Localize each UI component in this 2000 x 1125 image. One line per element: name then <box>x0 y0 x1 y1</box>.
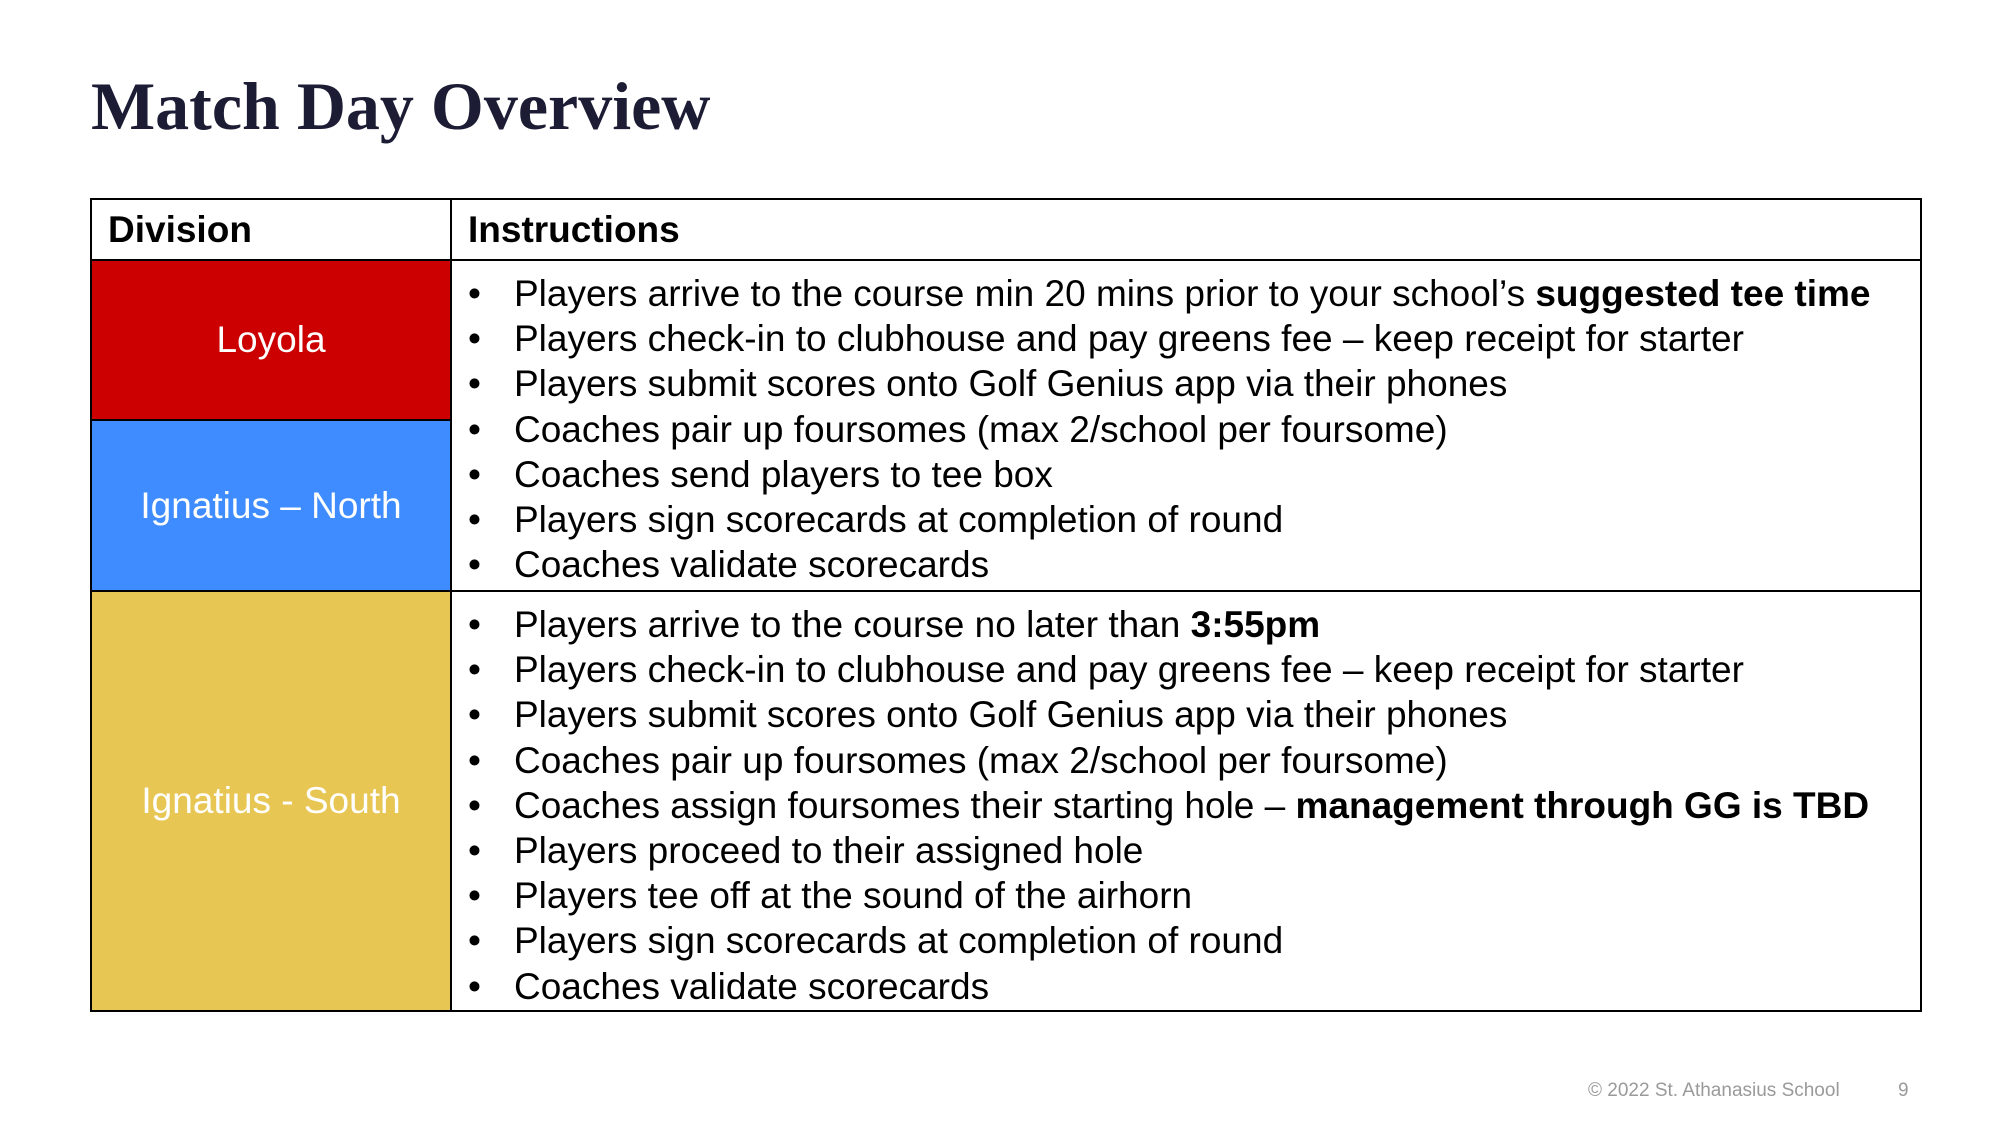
instruction-item <box>468 647 1910 692</box>
instruction-item <box>468 828 1910 873</box>
bullet-icon: • <box>468 784 481 826</box>
footer-copyright: © 2022 St. Athanasius School <box>1588 1080 1840 1101</box>
match-day-table <box>90 198 1922 1012</box>
bullet-icon: • <box>468 363 481 405</box>
instruction-text: Players arrive to the course no later than <box>514 604 1191 645</box>
instruction-emphasis: 3:55pm <box>1190 604 1321 645</box>
page-number: 9 <box>1898 1080 1909 1101</box>
instruction-item <box>468 918 1910 963</box>
instruction-text: Players sign scorecards at completion of round <box>514 920 1284 962</box>
bullet-icon: • <box>468 408 481 450</box>
instruction-text: Coaches pair up foursomes (max 2/school per foursome) <box>514 739 1448 781</box>
instruction-item <box>468 602 1910 647</box>
instruction-list <box>452 261 1920 587</box>
instruction-emphasis: management through GG is TBD <box>1295 784 1870 826</box>
bullet-icon: • <box>468 875 481 917</box>
instruction-list <box>452 592 1920 1009</box>
division-loyola: Loyola <box>91 260 451 420</box>
bullet-icon: • <box>468 604 481 645</box>
bullet-icon: • <box>468 694 481 736</box>
bullet-icon: • <box>468 739 481 781</box>
division-ignatius-south: Ignatius - South <box>91 591 451 1011</box>
table-header-row <box>91 199 1921 260</box>
header-division: Division <box>91 199 451 260</box>
instruction-text: Players sign scorecards at completion of round <box>514 499 1284 541</box>
bullet-icon: • <box>468 920 481 962</box>
division-ignatius-north: Ignatius – North <box>91 420 451 591</box>
instruction-item <box>468 361 1910 406</box>
table-row <box>91 260 1921 420</box>
instruction-item <box>468 452 1910 497</box>
bullet-icon: • <box>468 830 481 872</box>
instruction-text: Players check-in to clubhouse and pay greens fee – keep receipt for starter <box>514 318 1744 360</box>
bullet-icon: • <box>468 965 481 1007</box>
instruction-text: Players proceed to their assigned hole <box>514 830 1144 872</box>
instruction-text: Players submit scores onto Golf Genius app via their phones <box>514 363 1508 405</box>
instruction-text: Coaches validate scorecards <box>514 965 990 1007</box>
instruction-text: Players tee off at the sound of the airhorn <box>514 875 1193 917</box>
instruction-item <box>468 271 1910 316</box>
instruction-item <box>468 407 1910 452</box>
bullet-icon: • <box>468 499 481 541</box>
instruction-text: Coaches validate scorecards <box>514 544 990 586</box>
instruction-item <box>468 964 1910 1009</box>
instruction-item <box>468 738 1910 783</box>
table-row <box>91 591 1921 1011</box>
instruction-item <box>468 783 1910 828</box>
bullet-icon: • <box>468 318 481 360</box>
slide-title: Match Day Overview <box>91 68 711 144</box>
instruction-item <box>468 692 1910 737</box>
bullet-icon: • <box>468 273 481 314</box>
instruction-text: Players check-in to clubhouse and pay greens fee – keep receipt for starter <box>514 649 1744 691</box>
instruction-item <box>468 316 1910 361</box>
bullet-icon: • <box>468 544 481 586</box>
instruction-emphasis: suggested tee time <box>1535 273 1871 314</box>
instruction-item <box>468 873 1910 918</box>
instruction-text: Coaches assign foursomes their starting hole – <box>514 784 1296 826</box>
instruction-item <box>468 542 1910 587</box>
instructions-group-1 <box>451 260 1921 591</box>
bullet-icon: • <box>468 453 481 495</box>
instruction-text: Players arrive to the course min 20 mins prior to your school’s <box>514 273 1536 314</box>
instruction-item <box>468 497 1910 542</box>
header-instructions: Instructions <box>451 199 1921 260</box>
instruction-text: Coaches pair up foursomes (max 2/school per foursome) <box>514 408 1448 450</box>
bullet-icon: • <box>468 649 481 691</box>
instructions-group-2 <box>451 591 1921 1011</box>
instruction-text: Players submit scores onto Golf Genius app via their phones <box>514 694 1508 736</box>
instruction-text: Coaches send players to tee box <box>514 453 1053 495</box>
